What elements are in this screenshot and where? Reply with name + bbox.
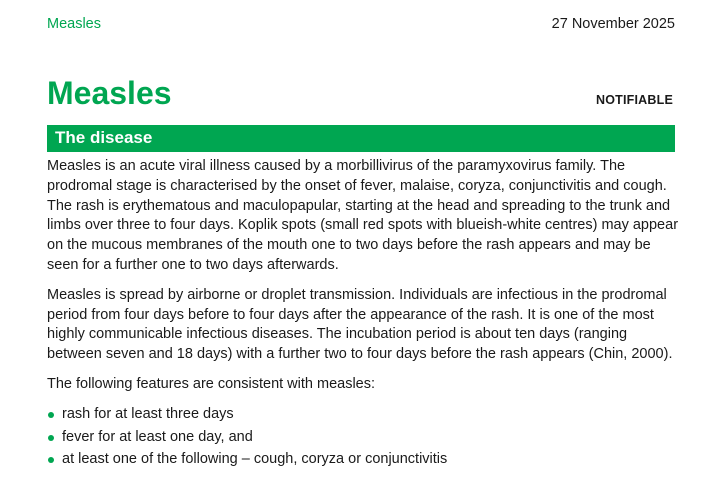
list-item-text: at least one of the following – cough, coryza or conjunctivitis xyxy=(62,451,448,468)
paragraph: Measles is an acute viral illness caused by a morbillivirus of the paramyxovirus family. The prodromal stage is characterised by the onset of fever, malaise, coryza, conjunctivitis and cough. The rash is erythematous and maculopapular, starting at the head and spreading to the trunk and limbs over three to four days. Koplik spots (small red spots with blueish-white centres) may appear on the mucous membranes of the mouth one to two days before the rash appears and may be seen for a further one to two days afterwards. xyxy=(47,158,679,273)
paragraph: Measles is spread by airborne or droplet transmission. Individuals are infectious in the prodromal period from four days before to four days after the appearance of the rash. It is one of the most highly communicable infectious diseases. The incubation period is about ten days (ranging between seven and 18 days) with a further two to four days before the rash appears (Chin, 2000). xyxy=(47,286,673,363)
feature-list xyxy=(47,405,679,470)
section-heading: The disease xyxy=(55,128,153,147)
list-item xyxy=(47,450,679,470)
bullet-icon xyxy=(48,435,54,441)
running-header xyxy=(47,16,675,36)
list-item xyxy=(47,428,679,448)
page-title: Measles xyxy=(47,75,172,111)
list-item-text: fever for at least one day, and xyxy=(62,428,253,445)
bullet-icon xyxy=(48,412,54,418)
section-heading-bar xyxy=(47,125,675,152)
section-content xyxy=(47,157,679,473)
running-title: Measles xyxy=(47,16,101,32)
list-item xyxy=(47,405,679,425)
notifiable-label: NOTIFIABLE xyxy=(596,93,673,107)
publication-date: 27 November 2025 xyxy=(551,16,675,32)
bullet-icon xyxy=(48,457,54,463)
list-item-text: rash for at least three days xyxy=(62,405,234,422)
paragraph: The following features are consistent with measles: xyxy=(47,375,376,392)
